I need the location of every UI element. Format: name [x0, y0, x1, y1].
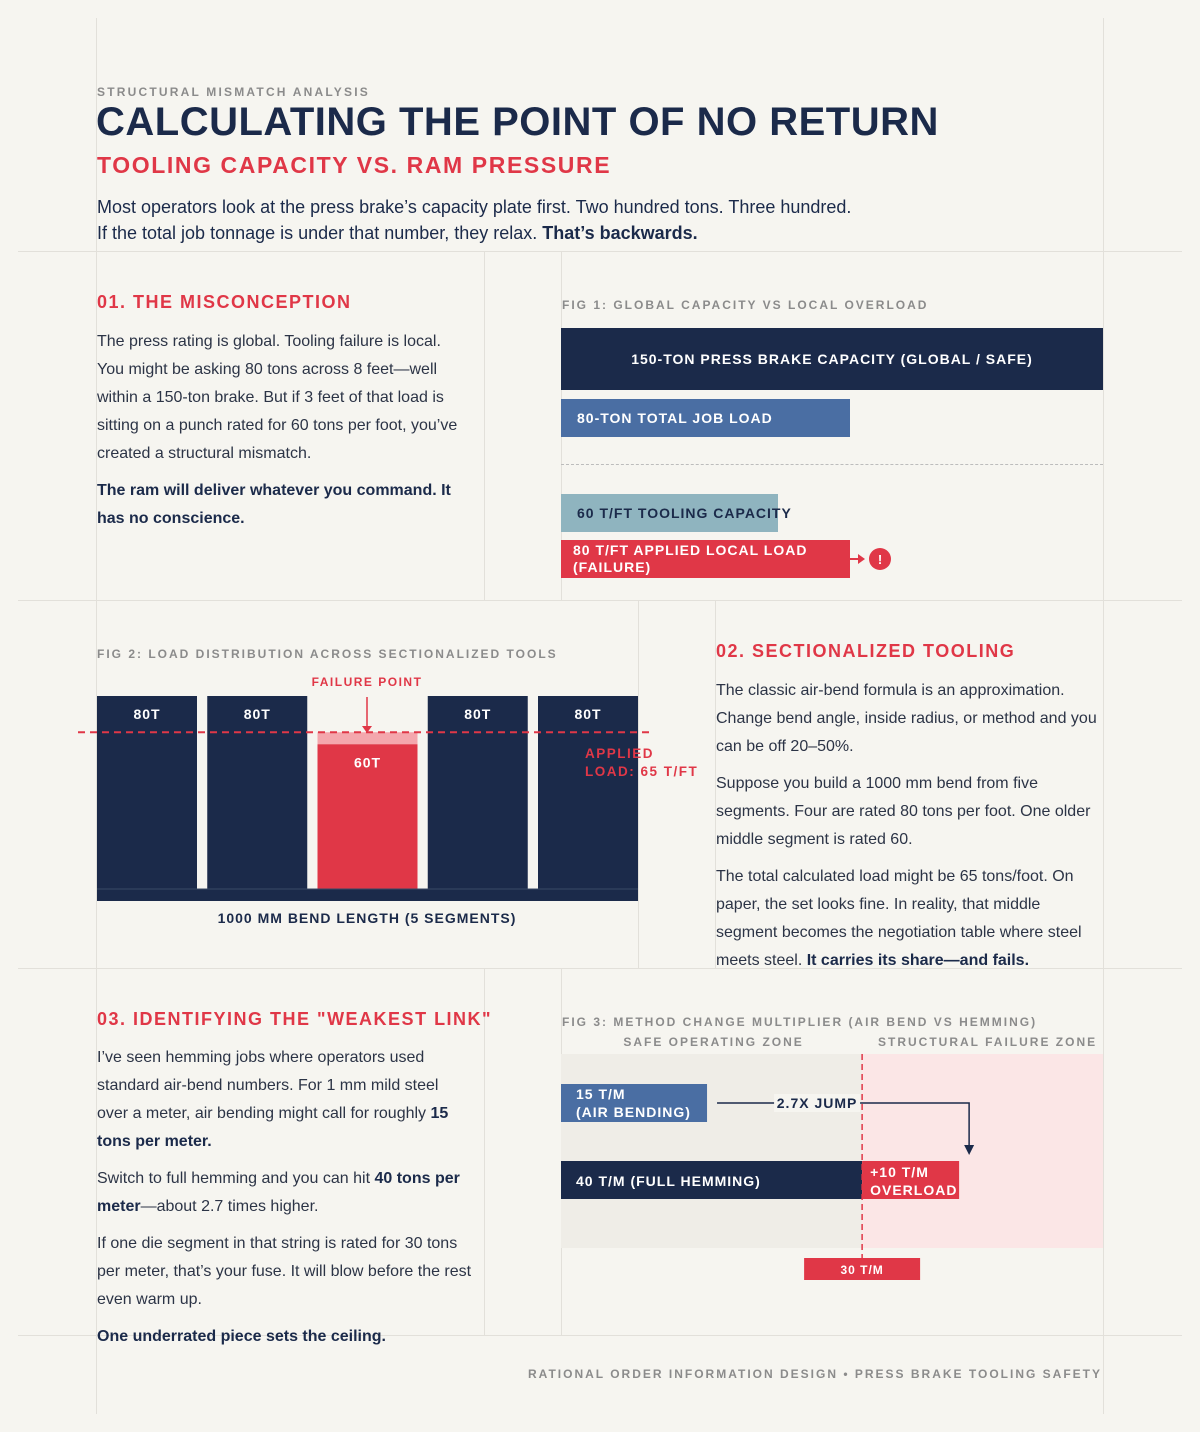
section-body-weakest-link — [97, 1044, 472, 1360]
fig2-segment-label: 80T — [574, 706, 602, 722]
fig2-chart — [76, 670, 716, 932]
fig3-jump-label: 2.7X JUMP — [776, 1095, 858, 1111]
fig2-failure-label: FAILURE POINT — [311, 675, 423, 689]
fig3-air-label-line2: (AIR BENDING) — [576, 1104, 691, 1120]
section-body-sectionalized — [716, 677, 1101, 984]
fig3-overload-label-line2: OVERLOAD — [870, 1182, 958, 1198]
fig3-failure-zone — [862, 1054, 1103, 1248]
fig2-applied-label-line2: LOAD: 65 T/FT — [585, 764, 699, 779]
paragraph: I’ve seen hemming jobs where operators used standard air-bend numbers. For 1 mm mild steel over a meter, air bending might call for roughly 15 tons per meter. — [97, 1049, 449, 1150]
fig2-segment-label: 80T — [464, 706, 492, 722]
fig2-base-label: 1000 MM BEND LENGTH (5 SEGMENTS) — [217, 910, 517, 926]
fig3-threshold-label: 30 T/M — [840, 1263, 884, 1277]
fig1-bar-applied-load — [561, 540, 850, 578]
emphasis-text: It carries its share—and fails. — [806, 952, 1030, 969]
page-subtitle: TOOLING CAPACITY VS. RAM PRESSURE — [97, 152, 612, 178]
fig1-bar-tooling-capacity — [561, 494, 792, 532]
section-heading-weakest-link: 03. IDENTIFYING THE "WEAKEST LINK" — [97, 1009, 493, 1029]
alert-icon: ! — [869, 548, 891, 570]
fig1-caption: FIG 1: GLOBAL CAPACITY VS LOCAL OVERLOAD — [562, 298, 929, 312]
grid-line — [18, 251, 1182, 252]
paragraph: If one die segment in that string is rated for 30 tons per meter, that’s your fuse. It will blow before the rest even warm up. — [97, 1235, 472, 1308]
fig2-applied-label-line1: APPLIED — [585, 746, 655, 761]
paragraph: The total calculated load might be 65 tons/foot. On paper, the set looks fine. In reality, that middle segment becomes the negotiation table where steel meets steel. It carries its share—and fails. — [716, 868, 1082, 969]
fig1-chart — [561, 328, 1103, 580]
bar-label: 60 T/FT TOOLING CAPACITY — [577, 505, 792, 521]
footer-credit: RATIONAL ORDER INFORMATION DESIGN • PRESS BRAKE TOOLING SAFETY — [528, 1367, 1102, 1381]
fig1-bar-job-load — [561, 399, 850, 437]
fig3-safe-zone-label: SAFE OPERATING ZONE — [623, 1035, 804, 1049]
fig3-air-label-line1: 15 T/M — [576, 1086, 626, 1102]
page-title: CALCULATING THE POINT OF NO RETURN — [96, 100, 939, 144]
grid-line — [18, 600, 1182, 601]
fig2-segment-label: 60T — [353, 754, 382, 771]
fig2-segment-label: 80T — [133, 706, 161, 722]
fig1-arrow-head — [858, 554, 865, 564]
lead-line-1: Most operators look at the press brake’s capacity plate first. Two hundred tons. Three hundred. — [97, 197, 852, 217]
bar-label: 150-TON PRESS BRAKE CAPACITY (GLOBAL / SAFE) — [631, 351, 1033, 367]
fig2-caption: FIG 2: LOAD DISTRIBUTION ACROSS SECTIONALIZED TOOLS — [97, 647, 558, 661]
emphasis-text: One underrated piece sets the ceiling. — [97, 1328, 386, 1345]
grid-line — [484, 252, 485, 600]
fig2-base-bar — [97, 889, 638, 901]
paragraph: The classic air-bend formula is an approximation. Change bend angle, inside radius, or method and you can be off 20–50%. — [716, 682, 1097, 755]
section-heading-misconception: 01. THE MISCONCEPTION — [97, 292, 352, 312]
fig3-safe-zone — [561, 1054, 862, 1248]
paragraph: Suppose you build a 1000 mm bend from five segments. Four are rated 80 tons per foot. One older middle segment is rated 60. — [716, 775, 1091, 848]
paragraph: The press rating is global. Tooling failure is local. You might be asking 80 tons across 8 feet—well within a 150-ton brake. But if 3 feet of that load is sitting on a punch rated for 60 tons per foot, you’ve created a structural mismatch. — [97, 333, 458, 462]
fig2-overload-gap — [318, 732, 418, 744]
bar-label: 80-TON TOTAL JOB LOAD — [577, 410, 773, 426]
fig3-caption: FIG 3: METHOD CHANGE MULTIPLIER (AIR BEND VS HEMMING) — [562, 1015, 1038, 1029]
lead-paragraph — [97, 194, 1097, 246]
fig2-segment — [97, 696, 197, 889]
section-body-misconception — [97, 328, 467, 542]
section-heading-sectionalized: 02. SECTIONALIZED TOOLING — [716, 641, 1016, 661]
fig2-segment — [207, 696, 307, 889]
paragraph: Switch to full hemming and you can hit 40 tons per meter—about 2.7 times higher. — [97, 1170, 460, 1215]
fig2-segment-label: 80T — [243, 706, 271, 722]
fig3-failure-zone-label: STRUCTURAL FAILURE ZONE — [878, 1035, 1098, 1049]
fig2-segment — [538, 696, 638, 889]
fig1-divider — [561, 464, 1103, 465]
emphasis-text: The ram will deliver whatever you command. It has no conscience. — [97, 482, 451, 527]
fig3-chart — [561, 1030, 1103, 1290]
lead-line-2: If the total job tonnage is under that number, they relax. That’s backwards. — [97, 223, 698, 243]
fig1-bar-press-capacity — [561, 328, 1103, 390]
fig2-segment — [428, 696, 528, 889]
lead-emphasis: That’s backwards. — [542, 223, 698, 243]
bar-label-line1: 80 T/FT APPLIED LOCAL LOAD — [573, 542, 808, 558]
grid-line — [1103, 18, 1104, 1414]
fig3-hem-label: 40 T/M (FULL HEMMING) — [576, 1173, 761, 1189]
fig3-overload-label-line1: +10 T/M — [870, 1164, 929, 1180]
bar-label-line2: (FAILURE) — [573, 559, 652, 575]
eyebrow: STRUCTURAL MISMATCH ANALYSIS — [97, 85, 370, 99]
